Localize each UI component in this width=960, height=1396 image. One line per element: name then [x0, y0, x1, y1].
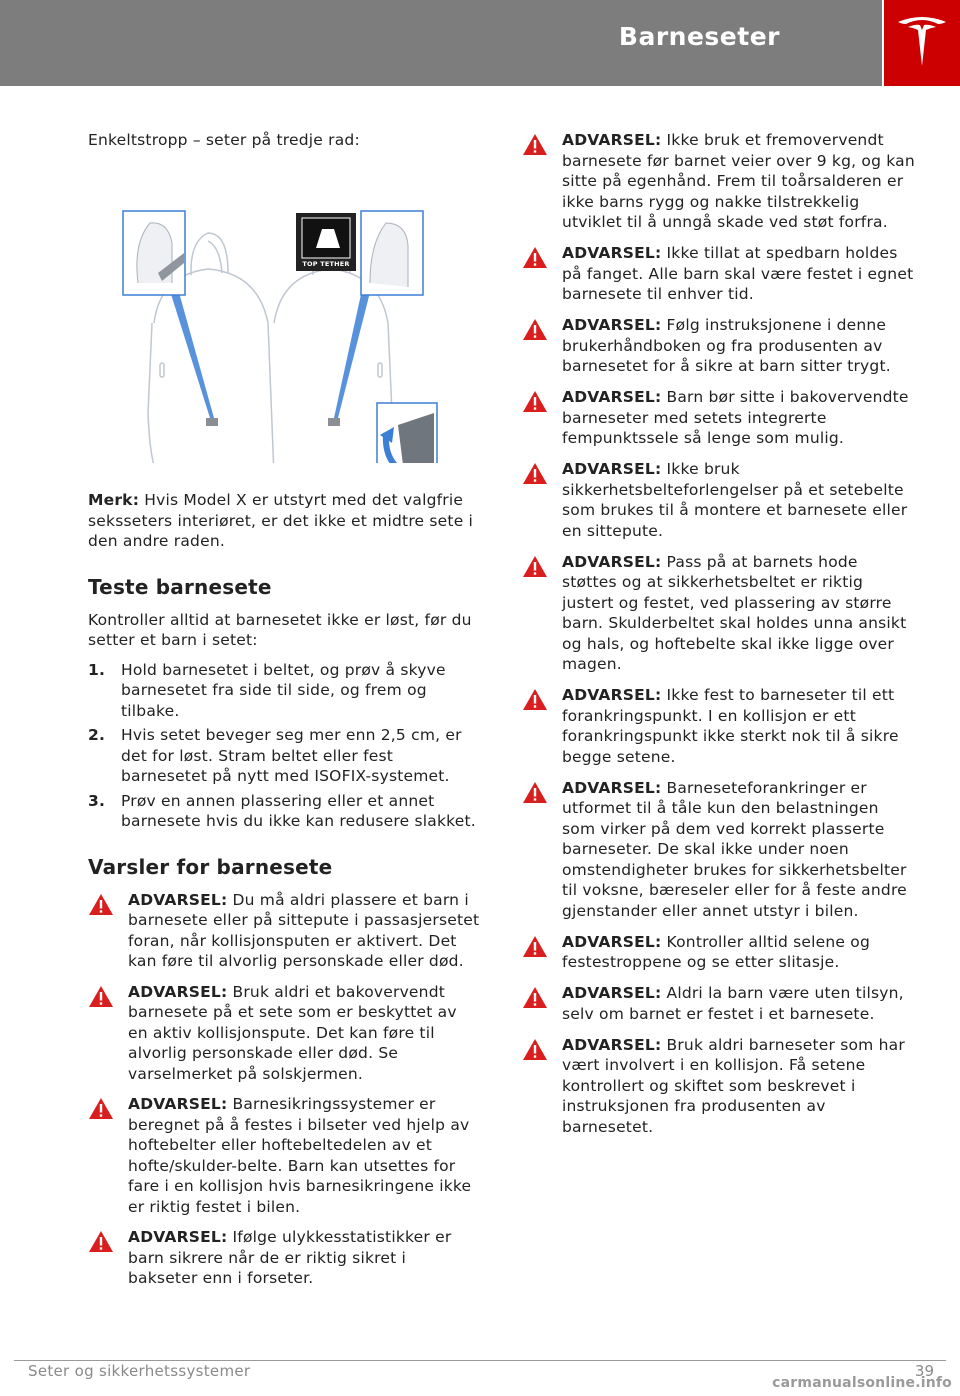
warning-item [522, 778, 917, 922]
warning-item [522, 243, 917, 305]
warning-text: Barnesikringssystemer er beregnet på å festes i bilseter ved hjelp av hoftebelter eller hoftebeltedelen av et hofte/skulder-belte. Barn kan utsettes for fare i en kollisjon hvis barnesikringene ikke er riktig festet i bilen. [128, 1095, 472, 1216]
warning-item [522, 387, 917, 449]
warning-item [522, 932, 917, 973]
warning-label: ADVARSEL: [128, 982, 228, 1001]
section-intro: Kontroller alltid at barnesetet ikke er løst, før du setter et barn i setet: [88, 610, 472, 649]
footer-section: Seter og sikkerhetssystemer [28, 1362, 251, 1380]
top-tether-badge: TOP TETHER [302, 259, 350, 268]
section-heading-test: Teste barnesete [88, 574, 272, 599]
warning-triangle-icon [522, 555, 548, 578]
warning-triangle-icon [522, 1038, 548, 1061]
list-item: 3. Prøv en annen plassering eller et annet barnesete hvis du ikke kan redusere slakket. [88, 791, 476, 830]
warning-label: ADVARSEL: [562, 131, 662, 149]
warning-label: ADVARSEL: [562, 1035, 662, 1054]
warning-triangle-icon [88, 1230, 114, 1253]
warning-item [522, 130, 917, 233]
warning-label: ADVARSEL: [562, 686, 662, 704]
warning-list [88, 890, 480, 1289]
warning-triangle-icon [88, 1097, 114, 1120]
footer-divider [14, 1360, 946, 1361]
warning-triangle-icon [88, 985, 114, 1008]
warning-item [88, 1227, 480, 1289]
page-title: Barneseter [618, 22, 780, 51]
steps-list [88, 660, 480, 832]
warning-text: Pass på at barnets hode støttes og at sikkerhetsbeltet er riktig justert og festet, ved plassering av større barn. Skulderbeltet skal holdes unna ansikt og hals, og hoftebelte skal ikke ligge over magen. [562, 552, 907, 673]
warning-list [522, 130, 917, 1137]
warning-text: Ikke bruk sikkerhetsbelteforlengelser på et setebelte som brukes til å montere et barnesete eller en sittepute. [562, 460, 908, 540]
warning-triangle-icon [522, 133, 548, 156]
warning-triangle-icon [522, 462, 548, 485]
warning-text: Bruk aldri et bakovervendt barnesete på et sete som er beskyttet av en aktiv kollisjonspute. Det kan føre til alvorlig personskade eller død. Se varselmerket på solskjermen. [128, 982, 457, 1083]
section-heading-warnings: Varsler for barnesete [88, 854, 333, 879]
note [88, 490, 480, 552]
warning-label: ADVARSEL: [128, 1228, 228, 1246]
warning-label: ADVARSEL: [562, 552, 662, 571]
warning-triangle-icon [522, 390, 548, 413]
warning-label: ADVARSEL: [128, 1095, 228, 1113]
warning-label: ADVARSEL: [562, 388, 662, 406]
warning-item [522, 983, 917, 1024]
warning-label: ADVARSEL: [562, 460, 662, 478]
warning-text: Ifølge ulykkesstatistikker er barn sikrere når de er riktig sikret i bakseter enn i forseter. [128, 1228, 452, 1287]
warning-item [522, 459, 917, 541]
warning-triangle-icon [522, 318, 548, 341]
page-number: 39 [914, 1362, 934, 1380]
list-item: 2. Hvis setet beveger seg mer enn 2,5 cm, er det for løst. Stram beltet eller fest barnesetet på nytt med ISOFIX-systemet. [88, 726, 462, 785]
list-item: 1. Hold barnesetet i beltet, og prøv å skyve barnesetet fra side til side, og frem og tilbake. [88, 660, 446, 720]
warning-text: Ikke fest to barneseter til ett forankringspunkt. I en kollisjon er ett forankringspunkt ikke sterkt nok til å sikre begge setene. [562, 686, 899, 766]
figure-intro: Enkeltstropp – seter på tredje rad: [88, 131, 360, 149]
warning-label: ADVARSEL: [562, 244, 662, 262]
header-bar [0, 0, 882, 86]
tesla-t-icon [884, 0, 960, 86]
warning-text: Følg instruksjonene i denne brukerhåndboken og fra produsenten av barnesetet for å sikre at barn sitter trygt. [562, 316, 891, 375]
watermark: carmanualsonline.info [772, 1375, 952, 1391]
note-text: Hvis Model X er utstyrt med det valgfrie seksseters interiøret, er det ikke et midtre sete i den andre raden. [88, 491, 474, 550]
warning-triangle-icon [522, 935, 548, 958]
warning-text: Barneseteforankringer er utformet til å tåle kun den belastningen som virker på dem ved korrekt plasserte barneseter. De skal ikke under noen omstendigheter brukes for sikkerhetsbelter til voksne, bæreseler eller for å feste andre gjenstander eller annet utstyr i bilen. [562, 778, 907, 920]
right-column [522, 130, 917, 1148]
warning-triangle-icon [522, 688, 548, 711]
warning-text: Aldri la barn være uten tilsyn, selv om barnet er festet i et barnesete. [562, 984, 904, 1023]
tesla-logo [884, 0, 960, 86]
warning-label: ADVARSEL: [562, 984, 662, 1002]
note-label: Merk: [88, 491, 140, 509]
left-column [88, 130, 480, 1299]
warning-label: ADVARSEL: [562, 932, 662, 951]
seat-tether-figure [88, 163, 480, 463]
warning-triangle-icon [522, 246, 548, 269]
warning-text: Barn bør sitte i bakovervendte barneseter med setets integrerte fempunktssele så lenge som mulig. [562, 388, 909, 447]
warning-text: Ikke tillat at spedbarn holdes på fanget. Alle barn skal være festet i egnet barnesete til enhver tid. [562, 244, 914, 303]
warning-text: Bruk aldri barneseter som har vært involvert i en kollisjon. Få setene kontrollert og skiftet som beskrevet i instruksjonen fra produsenten av barnesetet. [562, 1035, 905, 1136]
warning-item [522, 685, 917, 767]
warning-item [522, 552, 917, 675]
warning-label: ADVARSEL: [562, 778, 662, 797]
warning-text: Kontroller alltid selene og festestroppene og se etter slitasje. [562, 932, 870, 971]
warning-item [88, 890, 480, 972]
warning-triangle-icon [522, 986, 548, 1009]
warning-item [522, 1035, 917, 1138]
warning-text: Ikke bruk et fremovervendt barnesete før barnet veier over 9 kg, og kan sitte på egenhånd. Frem til toårsalderen er ikke barns rygg og nakke tilstrekkelig utviklet til å unngå skade ved støt forfra. [562, 131, 915, 231]
warning-item [88, 1094, 480, 1217]
warning-triangle-icon [88, 893, 114, 916]
warning-item [522, 315, 917, 377]
warning-item [88, 982, 480, 1085]
warning-triangle-icon [522, 781, 548, 804]
warning-label: ADVARSEL: [128, 890, 228, 909]
warning-label: ADVARSEL: [562, 316, 662, 334]
warning-text: Du må aldri plassere et barn i barnesete eller på sittepute i passasjersetet foran, når kollisjonsputen er aktivert. Det kan føre til alvorlig personskade eller død. [128, 890, 480, 970]
